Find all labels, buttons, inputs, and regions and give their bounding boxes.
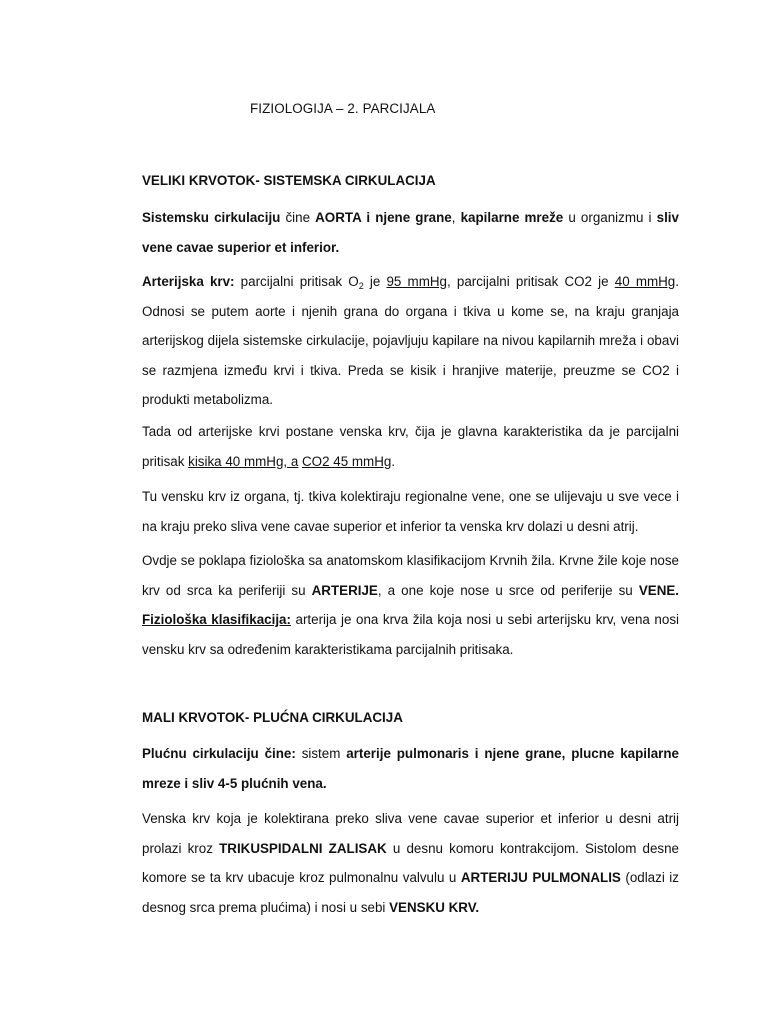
text-bold: ARTERIJE [311,582,378,598]
text-bold: AORTA i njene grane [315,210,452,225]
text-underlined: 95 mmHg [386,274,447,289]
paragraph-klasifikacija [142,546,679,664]
text-run: , [451,210,461,225]
paragraph-sistemska-definition [142,203,679,262]
text-bold-underlined: Fiziološka klasifikacija: [142,612,291,627]
text-run: je [363,274,387,289]
text-bold: ARTERIJU PULMONALIS [460,870,621,885]
paragraph-venska-krv [142,417,679,476]
text-bold: Arterijska krv: [142,274,235,289]
text-run: u desnu komoru kontrakcijom. Sistolom desne komore se ta krv ubacuje kroz pulmonalnu valvulu u [142,840,680,885]
text-bold: TRIKUSPIDALNI ZALISAK [219,840,387,856]
text-run: , parcijalni pritisak CO2 je [446,274,615,289]
paragraph-arterijska-krv [142,267,679,415]
text-bold: kapilarne mreže [460,210,564,225]
text-run: Ovdje se poklapa fiziološka sa anatomskom klasifikacijom Krvnih žila. Krvne žile koje nose krv od srca ka periferiji su [142,553,679,598]
document-title: FIZIOLOGIJA – 2. PARCIJALA [250,101,436,116]
text-run: Tada od arterijske krvi postane venska krv, čija je glavna karakteristika da je parcijalni pritisak [142,424,679,469]
text-bold: VENE. [638,582,680,598]
paragraph-plucna-definition [142,739,679,798]
section-heading-sistemska: VELIKI KRVOTOK- SISTEMSKA CIRKULACIJA [142,173,436,188]
text-run: u organizmu i [563,210,657,225]
text-bold: VENSKU KRV. [389,899,480,915]
paragraph-venska-put [142,804,679,922]
section-heading-plucna: MALI KRVOTOK- PLUĆNA CIRKULACIJA [142,710,403,725]
text-run: . [391,453,396,469]
text-underlined: kisika 40 mmHg, a [188,453,299,469]
text-bold: sliv vene cavae superior et inferior. [142,210,679,255]
text-run: . Odnosi se putem aorte i njenih grana do organa i tkiva u kome se, na kraju granjaja arterijskog dijela sistemske cirkulacije, pojavljuju kapilare na nivou kapilarnih mreža i obavi se razmjena između krvi i tkiva. Preda se kisik i hranjive materije, preuzme se CO2 i produkti metabolizma. [142,274,679,407]
text-run: Venska krv koja je kolektirana preko sliva vene cavae superior et inferior u desni atrij prolazi kroz [142,811,679,856]
text-bold: Plućnu cirkulaciju čine: [142,746,296,761]
text-run: sistem [295,746,347,761]
text-bold: Sistemsku cirkulaciju [142,210,281,225]
paragraph-regionalne-vene: Tu vensku krv iz organa, tj. tkiva kolektiraju regionalne vene, one se ulijevaju u sve vece i na kraju preko sliva vene cavae superior et inferior ta venska krv dolazi u desni atrij. [142,489,679,534]
text-run: parcijalni pritisak O [234,274,359,289]
text-underlined: 40 mmHg [614,274,676,289]
text-bold: arterije pulmonaris i njene grane, plucne kapilarne mreze i sliv 4-5 plućnih vena. [142,746,679,791]
text-run: arterija je ona krva žila koja nosi u sebi arterijsku krv, vena nosi vensku krv sa određenim karakteristikama parcijalnih pritisaka. [142,612,679,657]
text-run: čine [280,210,316,225]
text-underlined: CO2 45 mmHg [302,453,392,469]
text-run: , a one koje nose u srce od periferije su [377,582,639,598]
text-run: (odlazi iz desnog srca prema plućima) i nosi u sebi [142,870,679,915]
subscript: 2 [358,281,364,291]
